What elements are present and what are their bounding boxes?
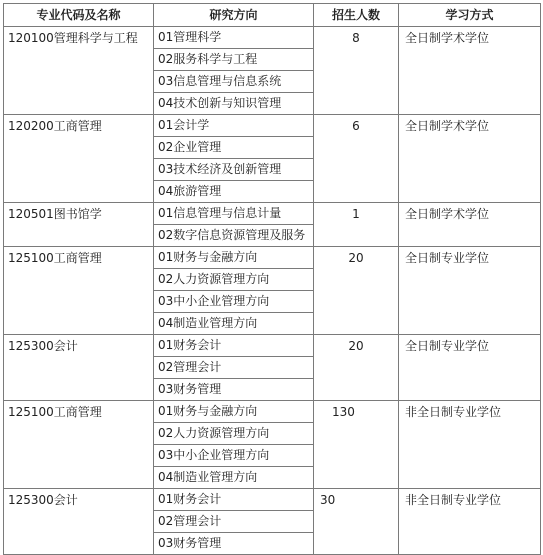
study-mode: 全日制学术学位 [399, 27, 541, 115]
table-row [4, 335, 541, 357]
enrollment-count: 6 [314, 115, 399, 203]
research-direction: 03财务管理 [154, 533, 314, 555]
enrollment-count: 20 [314, 335, 399, 401]
enrollment-table [3, 3, 541, 555]
research-direction: 02数字信息资源管理及服务 [154, 225, 314, 247]
major-code-name: 125100工商管理 [4, 247, 154, 335]
major-code-name: 120200工商管理 [4, 115, 154, 203]
research-direction: 01财务与金融方向 [154, 247, 314, 269]
table-row [4, 247, 541, 269]
study-mode: 非全日制专业学位 [399, 489, 541, 555]
research-direction: 02管理会计 [154, 357, 314, 379]
table-row [4, 27, 541, 49]
enrollment-count: 8 [314, 27, 399, 115]
table-row [4, 203, 541, 225]
major-code-name: 125100工商管理 [4, 401, 154, 489]
header-major: 专业代码及名称 [4, 4, 154, 27]
research-direction: 03财务管理 [154, 379, 314, 401]
research-direction: 02人力资源管理方向 [154, 269, 314, 291]
research-direction: 01管理科学 [154, 27, 314, 49]
major-code-name: 120100管理科学与工程 [4, 27, 154, 115]
research-direction: 04制造业管理方向 [154, 467, 314, 489]
header-direction: 研究方向 [154, 4, 314, 27]
research-direction: 02服务科学与工程 [154, 49, 314, 71]
enrollment-count: 30 [314, 489, 399, 555]
study-mode: 全日制专业学位 [399, 335, 541, 401]
research-direction: 01财务会计 [154, 335, 314, 357]
study-mode: 全日制学术学位 [399, 203, 541, 247]
research-direction: 02人力资源管理方向 [154, 423, 314, 445]
header-count: 招生人数 [314, 4, 399, 27]
table-row [4, 489, 541, 511]
research-direction: 04旅游管理 [154, 181, 314, 203]
research-direction: 03技术经济及创新管理 [154, 159, 314, 181]
research-direction: 03信息管理与信息系统 [154, 71, 314, 93]
study-mode: 全日制专业学位 [399, 247, 541, 335]
major-code-name: 120501图书馆学 [4, 203, 154, 247]
research-direction: 02企业管理 [154, 137, 314, 159]
header-mode: 学习方式 [399, 4, 541, 27]
study-mode: 非全日制专业学位 [399, 401, 541, 489]
research-direction: 01信息管理与信息计量 [154, 203, 314, 225]
header-row [4, 4, 541, 27]
table-row [4, 401, 541, 423]
research-direction: 04技术创新与知识管理 [154, 93, 314, 115]
research-direction: 04制造业管理方向 [154, 313, 314, 335]
research-direction: 01财务会计 [154, 489, 314, 511]
study-mode: 全日制学术学位 [399, 115, 541, 203]
research-direction: 01财务与金融方向 [154, 401, 314, 423]
enrollment-count: 130 [314, 401, 399, 489]
research-direction: 01会计学 [154, 115, 314, 137]
major-code-name: 125300会计 [4, 335, 154, 401]
major-code-name: 125300会计 [4, 489, 154, 555]
research-direction: 02管理会计 [154, 511, 314, 533]
enrollment-count: 1 [314, 203, 399, 247]
table-row [4, 115, 541, 137]
research-direction: 03中小企业管理方向 [154, 445, 314, 467]
enrollment-count: 20 [314, 247, 399, 335]
research-direction: 03中小企业管理方向 [154, 291, 314, 313]
